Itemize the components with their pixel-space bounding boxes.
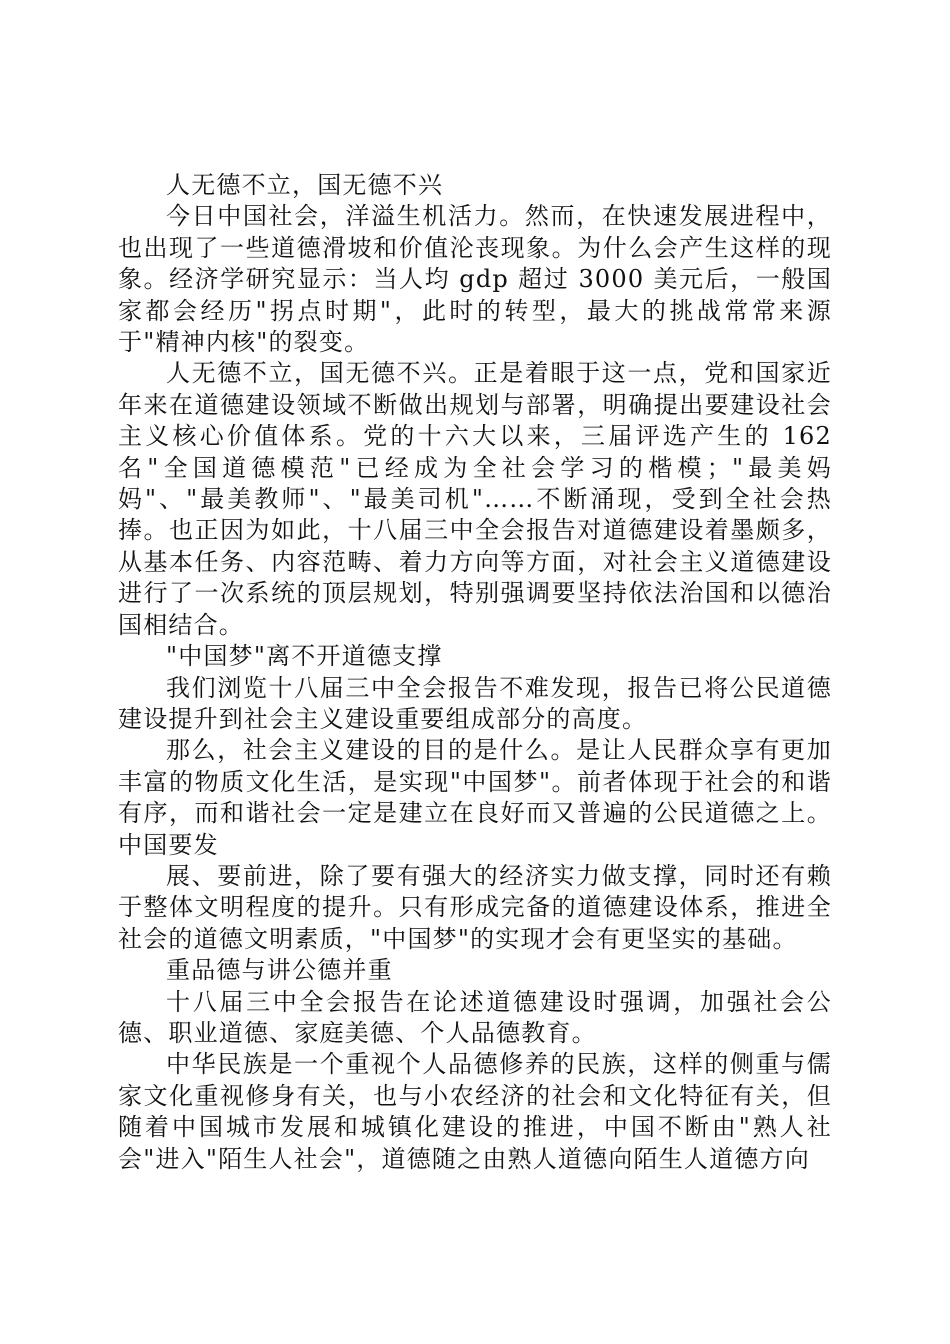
body-paragraph: 十八届三中全会报告在论述道德建设时强调，加强社会公德、职业道德、家庭美德、个人品德教育。: [118, 987, 832, 1047]
body-paragraph: 展、要前进，除了要有强大的经济实力做支撑，同时还有赖于整体文明程度的提升。只有形成完备的道德建设体系，推进全社会的道德文明素质，"中国梦"的实现才会有更坚实的基础。: [118, 861, 832, 953]
body-paragraph: 那么，社会主义建设的目的是什么。是让人民群众享有更加丰富的物质文化生活，是实现"中国梦"。前者体现于社会的和谐有序，而和谐社会一定是建立在良好而又普遍的公民道德之上。中国要发: [118, 736, 832, 859]
section-heading: 人无德不立，国无德不兴: [166, 171, 444, 199]
body-paragraph: 中华民族是一个重视个人品德修养的民族，这样的侧重与儒家文化重视修身有关，也与小农经济的社会和文化特征有关，但随着中国城市发展和城镇化建设的推进，中国不断由"熟人社会"进入"陌生人社会"，道德随之由熟人道德向陌生人道德方向: [118, 1050, 832, 1173]
document-page: [118, 170, 832, 1175]
section-heading: "中国梦"离不开道德支撑: [166, 642, 443, 671]
section-heading: 重品德与讲公德并重: [166, 956, 393, 985]
body-paragraph: 人无德不立，国无德不兴。正是着眼于这一点，党和国家近年来在道德建设领域不断做出规划与部署，明确提出要建设社会主义核心价值体系。党的十六大以来，三届评选产生的 162 名"全国道德模范"已经成为全社会学习的楷模；"最美妈妈"、"最美教师"、"最美司机"……不断涌现，受到全社会热捧。也正因为如此，十八届三中全会报告对道德建设着墨颇多，从基本任务、内容范畴、着力方向等方面，对社会主义道德建设进行了一次系统的顶层规划，特别强调要坚持依法治国和以德治国相结合。: [118, 359, 832, 639]
body-paragraph: 我们浏览十八届三中全会报告不难发现，报告已将公民道德建设提升到社会主义建设重要组成部分的高度。: [118, 673, 832, 733]
body-paragraph: 今日中国社会，洋溢生机活力。然而，在快速发展进程中，也出现了一些道德滑坡和价值沦丧现象。为什么会产生这样的现象。经济学研究显示：当人均 gdp 超过 3000 美元后，一般国家都会经历"拐点时期"，此时的转型，最大的挑战常常来源于"精神内核"的裂变。: [118, 202, 832, 357]
